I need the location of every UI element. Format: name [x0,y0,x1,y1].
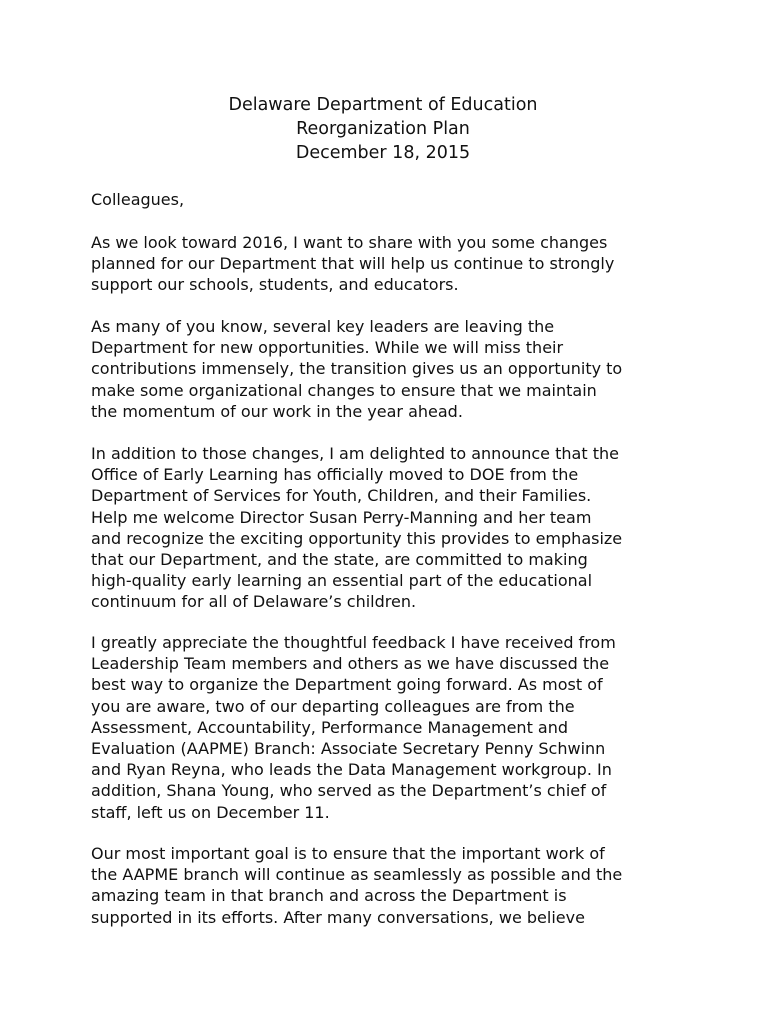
paragraph-line: addition, Shana Young, who served as the Department’s chief of [91,781,607,801]
paragraph-line: make some organizational changes to ensure that we maintain [91,380,597,400]
header-date: December 18, 2015 [295,143,471,163]
paragraph-line: high-quality early learning an essential part of the educational [91,571,593,591]
paragraph-line: Leadership Team members and others as we have discussed the [91,654,610,674]
paragraph-line: contributions immensely, the transition gives us an opportunity to [91,359,623,379]
paragraph-line: best way to organize the Department going forward. As most of [91,675,603,695]
paragraph-line: supported in its efforts. After many conversations, we believe [91,907,585,927]
paragraph-line: the AAPME branch will continue as seamlessly as possible and the [91,865,623,885]
paragraph-line: continuum for all of Delaware’s children. [91,592,417,612]
document-header [91,93,675,165]
document-page [91,0,691,1024]
header-subtitle: Reorganization Plan [296,119,470,139]
paragraph-line: amazing team in that branch and across the Department is [91,886,567,906]
paragraph-line: Department of Services for Youth, Children, and their Families. [91,486,592,506]
paragraph-line: As we look toward 2016, I want to share with you some changes [91,233,608,252]
paragraph-line: support our schools, students, and educators. [91,275,459,295]
paragraph-line: Assessment, Accountability, Performance Management and [91,717,569,737]
paragraph-line: and Ryan Reyna, who leads the Data Management workgroup. In [91,760,612,780]
paragraph-line: Help me welcome Director Susan Perry-Manning and her team [91,507,592,527]
paragraph-line: In addition to those changes, I am delighted to announce that the [91,444,619,463]
header-title: Delaware Department of Education [228,95,538,115]
greeting: Colleagues, [91,190,185,209]
paragraph-4 [91,632,616,823]
paragraph-line: Our most important goal is to ensure that the important work of [91,844,605,863]
paragraph-line: and recognize the exciting opportunity this provides to emphasize [91,528,623,548]
paragraph-line: I greatly appreciate the thoughtful feedback I have received from [91,633,616,652]
paragraph-5 [91,843,622,928]
paragraph-line: that our Department, and the state, are committed to making [91,550,588,570]
paragraph-line: staff, left us on December 11. [91,802,330,822]
paragraph-line: the momentum of our work in the year ahead. [91,401,463,421]
paragraph-line: you are aware, two of our departing colleagues are from the [91,696,575,716]
paragraph-line: Department for new opportunities. While we will miss their [91,338,564,358]
paragraph-line: Office of Early Learning has officially moved to DOE from the [91,465,579,485]
paragraph-line: As many of you know, several key leaders are leaving the [91,317,555,336]
paragraph-3 [91,443,622,613]
paragraph-line: planned for our Department that will help us continue to strongly [91,254,615,274]
paragraph-1 [91,232,614,296]
paragraph-2 [91,316,622,422]
paragraph-line: Evaluation (AAPME) Branch: Associate Secretary Penny Schwinn [91,739,606,759]
